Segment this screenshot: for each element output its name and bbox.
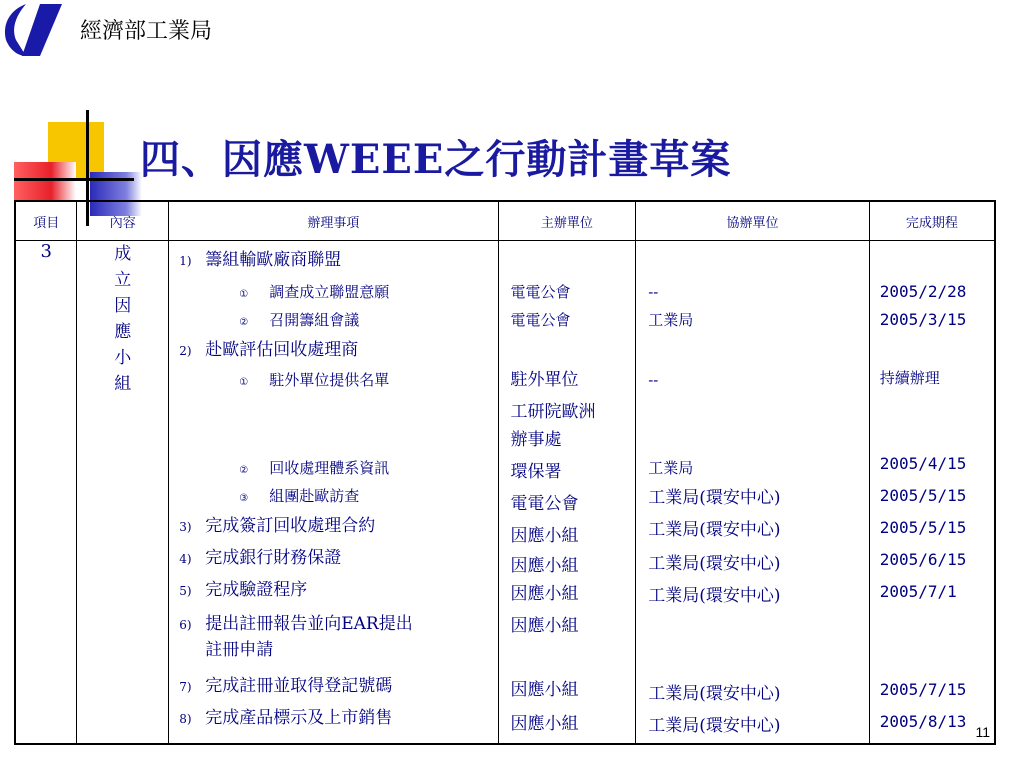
task-subitem: ② 召開籌組會議 bbox=[239, 311, 360, 329]
content-char: 應 bbox=[114, 322, 132, 342]
assist-unit: 工業局(環安中心) bbox=[648, 586, 781, 606]
task-item-continued: 註冊申請 bbox=[205, 640, 274, 660]
horizontal-rule bbox=[14, 178, 134, 181]
assist-unit: 工業局(環安中心) bbox=[648, 716, 781, 736]
task-item: 4) 完成銀行財務保證 bbox=[179, 548, 342, 568]
item-number: 3 bbox=[15, 241, 77, 745]
assist-unit: 工業局(環安中心) bbox=[648, 488, 781, 508]
lead-unit: 因應小組 bbox=[510, 616, 579, 636]
deadline: 2005/2/28 bbox=[879, 282, 967, 301]
lead-unit: 因應小組 bbox=[510, 526, 579, 546]
lead-unit: 因應小組 bbox=[510, 680, 579, 700]
content-char: 成 bbox=[114, 244, 132, 264]
deadline: 持續辦理 bbox=[879, 369, 940, 387]
task-item: 1) 籌組輸歐廠商聯盟 bbox=[179, 250, 342, 270]
lead-unit: 因應小組 bbox=[510, 556, 579, 576]
assist-unit: 工業局(環安中心) bbox=[648, 684, 781, 704]
org-name: 經濟部工業局 bbox=[80, 19, 213, 44]
lead-unit: 電電公會 bbox=[510, 283, 571, 301]
header-deadline: 完成期程 bbox=[869, 201, 995, 241]
task-subitem: ② 回收處理體系資訊 bbox=[239, 459, 390, 477]
lead-unit: 駐外單位 bbox=[510, 370, 579, 390]
assist-unit: 工業局 bbox=[648, 459, 694, 477]
page-number: 11 bbox=[975, 724, 990, 740]
content-cell bbox=[77, 241, 169, 745]
content-char: 組 bbox=[114, 374, 132, 394]
task-subitem: ① 調查成立聯盟意願 bbox=[239, 283, 390, 301]
deadline: 2005/3/15 bbox=[879, 310, 967, 329]
lead-unit: 電電公會 bbox=[510, 494, 579, 514]
lead-unit: 因應小組 bbox=[510, 584, 579, 604]
task-item: 6) 提出註冊報告並向EAR提出 bbox=[179, 614, 413, 634]
lead-unit: 因應小組 bbox=[510, 714, 579, 734]
schedule-table bbox=[14, 200, 996, 745]
task-item: 8) 完成產品標示及上市銷售 bbox=[179, 708, 393, 728]
lead-unit-cell bbox=[498, 241, 636, 745]
lead-unit: 環保署 bbox=[510, 462, 562, 482]
assist-unit-cell bbox=[636, 241, 870, 745]
task-subitem: ① 駐外單位提供名單 bbox=[239, 371, 390, 389]
table-header-row bbox=[15, 201, 995, 241]
content-char: 因 bbox=[114, 296, 132, 316]
red-square bbox=[14, 162, 76, 200]
slide-title: 四、因應WEEE之行動計畫草案 bbox=[140, 136, 732, 183]
deadline: 2005/4/15 bbox=[879, 454, 967, 473]
assist-unit: 工業局(環安中心) bbox=[648, 554, 781, 574]
header-content: 內容 bbox=[77, 201, 169, 241]
task-cell bbox=[169, 241, 498, 745]
assist-unit: -- bbox=[648, 371, 659, 389]
header-assist-unit: 協辦單位 bbox=[636, 201, 870, 241]
assist-unit: 工業局(環安中心) bbox=[648, 520, 781, 540]
header-item: 項目 bbox=[15, 201, 77, 241]
lead-unit: 工研院歐洲 bbox=[510, 402, 596, 422]
deadline: 2005/5/15 bbox=[879, 518, 967, 537]
task-item: 2) 赴歐評估回收處理商 bbox=[179, 340, 359, 360]
bureau-logo bbox=[0, 0, 70, 58]
lead-unit: 電電公會 bbox=[510, 311, 571, 329]
deadline: 2005/7/1 bbox=[879, 582, 957, 601]
table-row bbox=[15, 241, 995, 745]
deadline: 2005/6/15 bbox=[879, 550, 967, 569]
task-item: 7) 完成註冊並取得登記號碼 bbox=[179, 676, 393, 696]
header-task: 辦理事項 bbox=[169, 201, 498, 241]
task-item: 5) 完成驗證程序 bbox=[179, 580, 308, 600]
deadline-cell bbox=[869, 241, 995, 745]
deadline: 2005/7/15 bbox=[879, 680, 967, 699]
assist-unit: 工業局 bbox=[648, 311, 694, 329]
task-subitem: ③ 組團赴歐訪查 bbox=[239, 487, 360, 505]
deadline: 2005/8/13 bbox=[879, 712, 967, 731]
deadline: 2005/5/15 bbox=[879, 486, 967, 505]
header-lead-unit: 主辦單位 bbox=[498, 201, 636, 241]
content-char: 小 bbox=[114, 348, 132, 368]
assist-unit: -- bbox=[648, 283, 659, 301]
lead-unit: 辦事處 bbox=[510, 430, 562, 450]
task-item: 3) 完成簽訂回收處理合約 bbox=[179, 516, 376, 536]
content-char: 立 bbox=[114, 270, 132, 290]
